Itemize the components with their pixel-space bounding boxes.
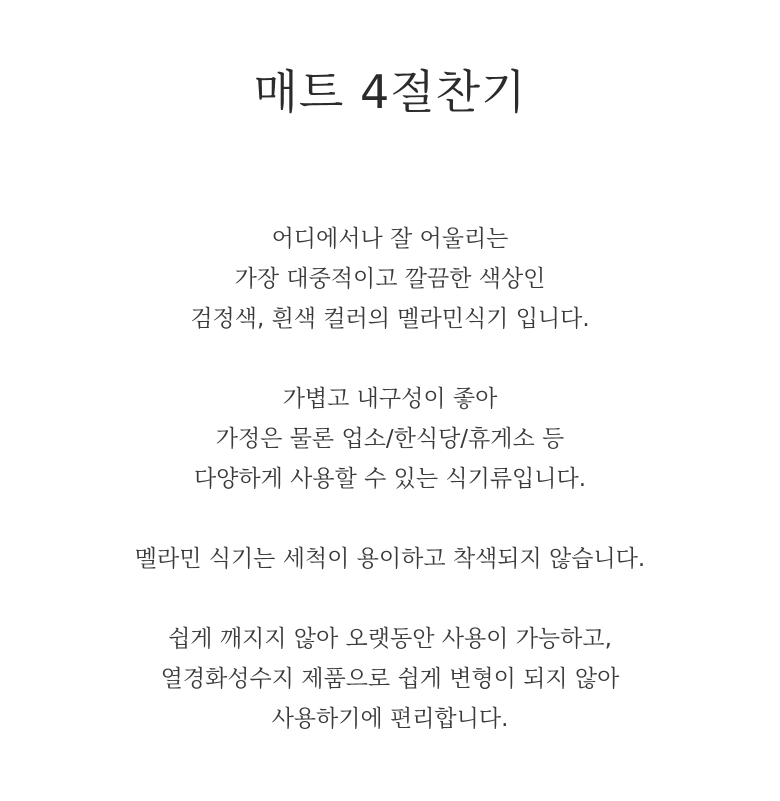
description-line: 쉽게 깨지지 않아 오랫동안 사용이 가능하고, (168, 626, 612, 652)
description-paragraph-3 (0, 539, 780, 579)
description-paragraph-1 (0, 219, 780, 339)
description-line: 가볍고 내구성이 좋아 (282, 386, 498, 412)
description-line: 검정색, 흰색 컬러의 멜라민식기 입니다. (190, 306, 590, 332)
description-paragraph-2 (0, 379, 780, 499)
description-line: 가정은 물론 업소/한식당/휴게소 등 (215, 426, 565, 452)
description-line: 가장 대중적이고 깔끔한 색상인 (234, 266, 546, 292)
description-line: 열경화성수지 제품으로 쉽게 변형이 되지 않아 (160, 666, 620, 692)
description-paragraph-4 (0, 619, 780, 739)
description-content (0, 219, 780, 739)
description-line: 어디에서나 잘 어울리는 (271, 226, 509, 252)
description-line: 멜라민 식기는 세척이 용이하고 착색되지 않습니다. (134, 546, 646, 572)
description-line: 다양하게 사용할 수 있는 식기류입니다. (193, 466, 587, 492)
product-title: 매트 4절찬기 (253, 65, 527, 119)
description-line: 사용하기에 편리합니다. (271, 706, 509, 732)
